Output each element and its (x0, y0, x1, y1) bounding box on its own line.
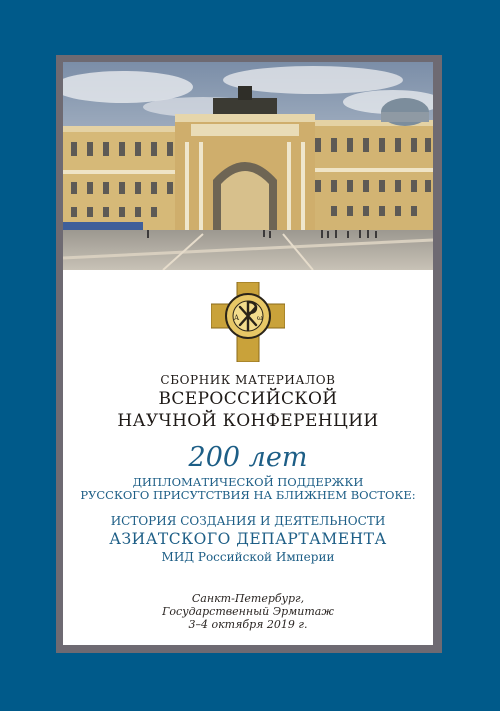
cover-page (63, 62, 433, 645)
topic-line-1: ДИПЛОМАТИЧЕСКОЙ ПОДДЕРЖКИ (132, 475, 364, 489)
collection-label: СБОРНИК МАТЕРИАЛОВ (160, 373, 336, 387)
svg-text:ω: ω (257, 314, 263, 322)
place-line-1: Санкт-Петербург, (191, 592, 305, 605)
topic-line-5: МИД Российской Империи (161, 550, 335, 564)
place-line-2: Государственный Эрмитаж (162, 605, 334, 618)
title-line-2: НАУЧНОЙ КОНФЕРЕНЦИИ (117, 411, 379, 431)
anniversary-heading: 200 лет (188, 442, 308, 473)
chi-rho-cross-emblem-icon (211, 282, 285, 362)
topic-line-3: ИСТОРИЯ СОЗДАНИЯ И ДЕЯТЕЛЬНОСТИ (110, 514, 386, 528)
date-line: 3–4 октября 2019 г. (188, 618, 308, 631)
title-line-1: ВСЕРОССИЙСКОЙ (158, 389, 338, 409)
svg-text:A: A (234, 314, 240, 322)
topic-line-2: РУССКОГО ПРИСУТСТВИЯ НА БЛИЖНЕМ ВОСТОКЕ: (80, 488, 416, 502)
cover-photo (63, 62, 433, 270)
topic-line-4: АЗИАТСКОГО ДЕПАРТАМЕНТА (109, 530, 387, 548)
